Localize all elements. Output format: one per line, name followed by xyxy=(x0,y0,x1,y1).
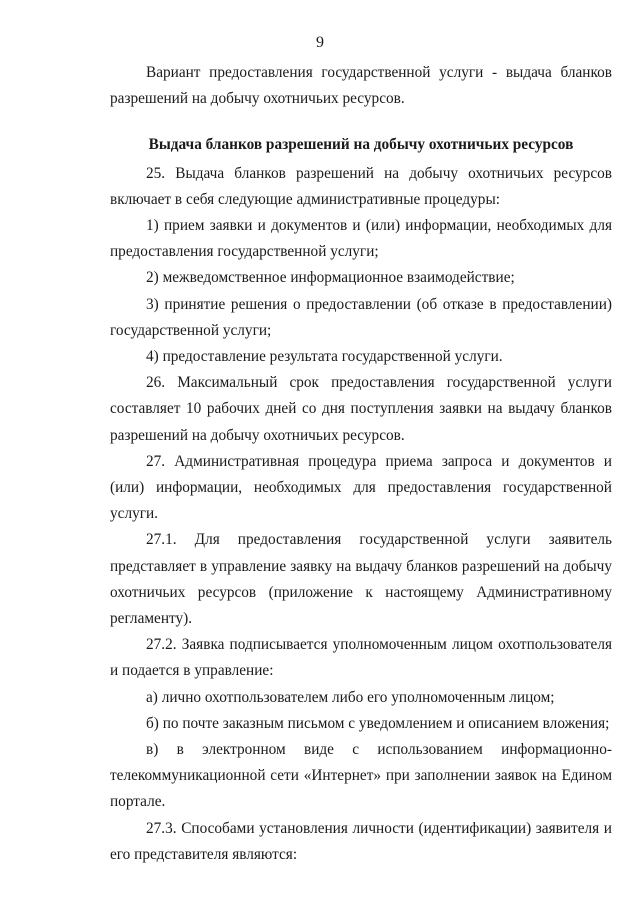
paragraph-25: 25. Выдача бланков разрешений на добычу охотничьих ресурсов включает в себя следующие административные процедуры: xyxy=(110,164,612,208)
list-item-3: 3) принятие решения о предоставлении (об отказе в предоставлении) государственной услуги; xyxy=(110,295,612,339)
list-item-v: в) в электронном виде с использованием информационно-телекоммуникационной сети «Интернет» при заполнении заявок на Едином портале. xyxy=(110,741,612,811)
section-heading: Выдача бланков разрешений на добычу охотничьих ресурсов xyxy=(148,136,574,154)
list-item-2: 2) межведомственное информационное взаимодействие; xyxy=(146,269,515,287)
paragraph-27-3: 27.3. Способами установления личности (идентификации) заявителя и его представителя являются: xyxy=(110,819,612,863)
document-body xyxy=(110,60,612,868)
list-item-a: а) лично охотпользователем либо его уполномоченным лицом; xyxy=(146,688,555,706)
paragraph-27-1: 27.1. Для предоставления государственной услуги заявитель представляет в управление заявку на выдачу бланков разрешений на добычу охотничьих ресурсов (приложение к настоящему Административному регламенту). xyxy=(110,531,612,628)
paragraph-26: 26. Максимальный срок предоставления государственной услуги составляет 10 рабочих дней со дня поступления заявки на выдачу бланков разрешений на добычу охотничьих ресурсов. xyxy=(110,374,612,444)
intro-paragraph: Вариант предоставления государственной услуги - выдача бланков разрешений на добычу охотничьих ресурсов. xyxy=(110,64,612,108)
paragraph-27: 27. Административная процедура приема запроса и документов и (или) информации, необходимых для предоставления государственной услуги. xyxy=(110,452,612,523)
list-item-4: 4) предоставление результата государственной услуги. xyxy=(146,348,503,366)
paragraph-27-2: 27.2. Заявка подписывается уполномоченным лицом охотпользователя и подается в управление: xyxy=(110,636,612,680)
list-item-b: б) по почте заказным письмом с уведомлением и описанием вложения; xyxy=(146,714,610,732)
page-number: 9 xyxy=(316,34,324,51)
list-item-1: 1) прием заявки и документов и (или) информации, необходимых для предоставления государственной услуги; xyxy=(110,217,612,261)
